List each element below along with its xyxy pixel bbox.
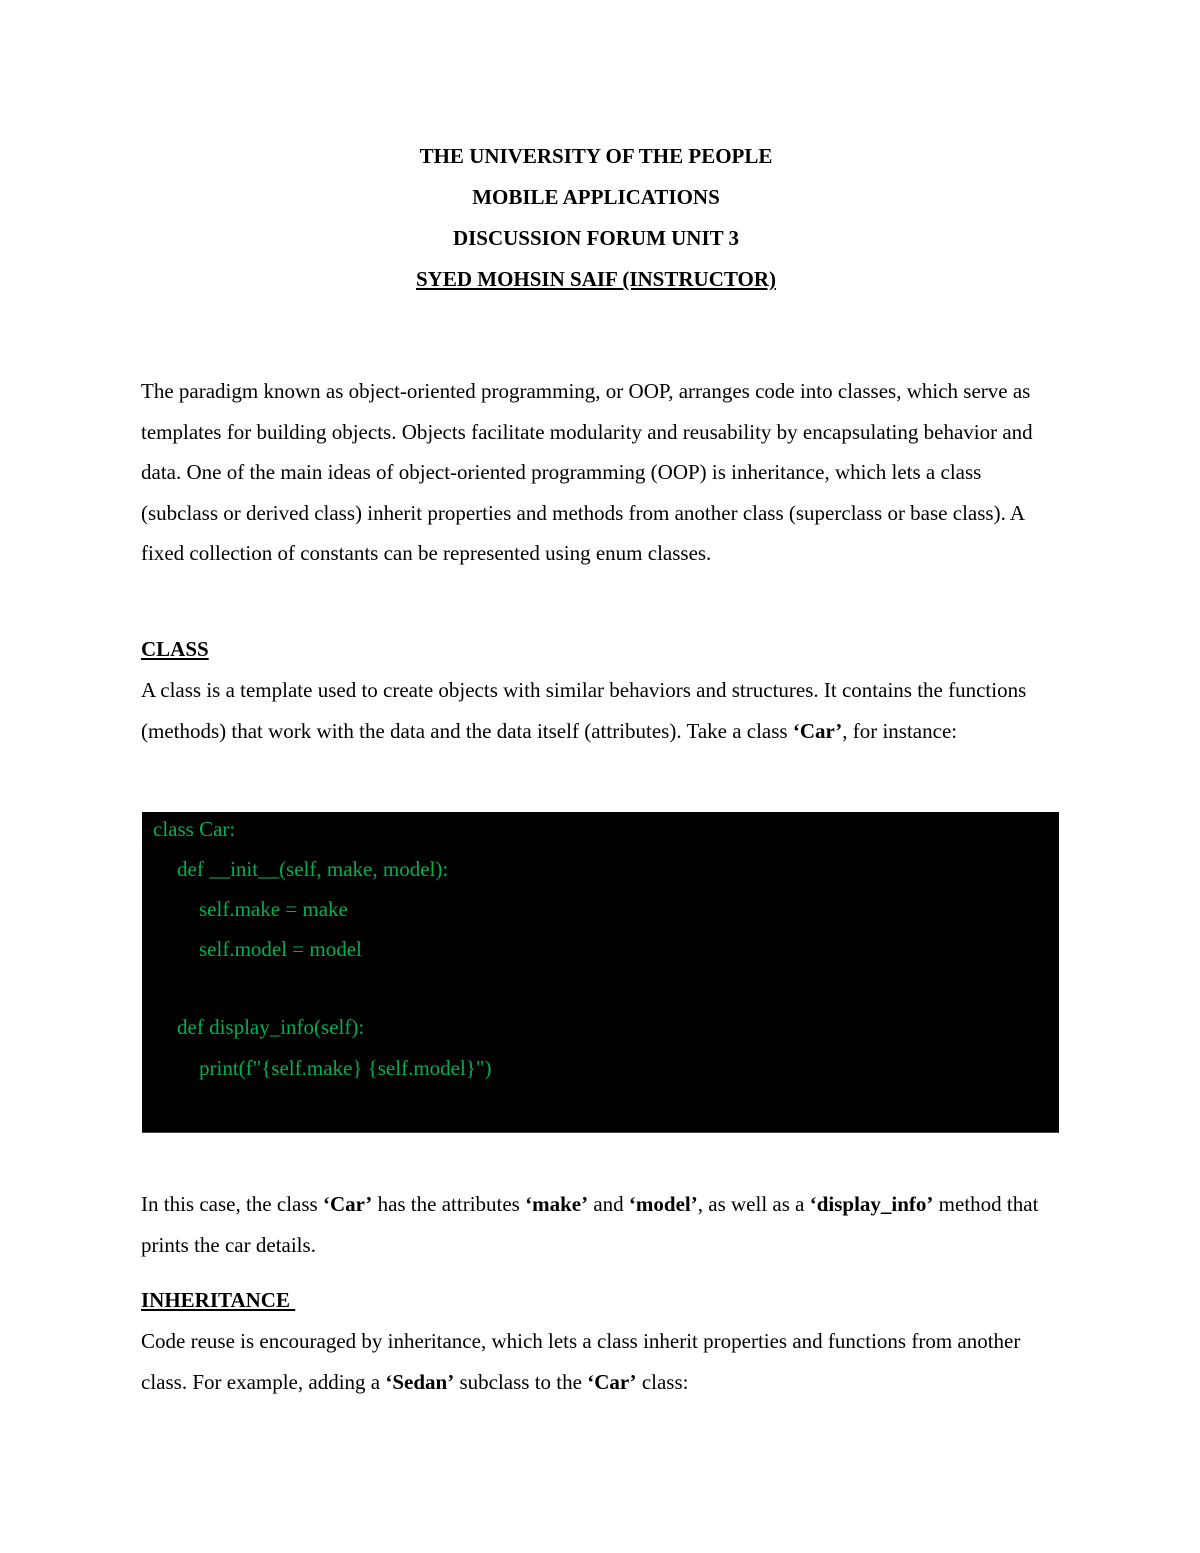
code-line-5: def display_info(self): — [177, 1015, 365, 1039]
header-university: THE UNIVERSITY OF THE PEOPLE — [419, 144, 773, 168]
explanation-text-3: and — [588, 1192, 629, 1216]
inheritance-text-1: Code reuse is encouraged by inheritance, which lets a class inherit properties and functions from another class. For example, adding a — [141, 1329, 1021, 1394]
intro-paragraph: The paradigm known as object-oriented programming, or OOP, arranges code into classes, which serve as templates for building objects. Objects facilitate modularity and reusability by encapsulating behavior and data. One of the main ideas of object-oriented programming (OOP) is inheritance, which lets a class (subclass or derived class) inherit properties and methods from another class (superclass or base class). A fixed collection of constants can be represented using enum classes. — [141, 379, 1033, 566]
code-line-1: class Car: — [153, 817, 236, 841]
explanation-text-2: has the attributes — [372, 1192, 526, 1216]
inheritance-term-sedan: ‘Sedan’ — [385, 1369, 455, 1394]
inheritance-heading: INHERITANCE — [141, 1288, 296, 1312]
class-text-a: A class is a template used to create objects with similar behaviors and structures. It contains the functions (methods) that work with the data and the data itself (attributes). Take a class — [141, 678, 1027, 743]
class-text-b: , for instance: — [842, 718, 958, 743]
code-line-3: self.make = make — [199, 897, 348, 921]
inheritance-text-2: subclass to the — [454, 1369, 588, 1394]
explanation-text-1: In this case, the class — [141, 1192, 323, 1216]
class-term-car: ‘Car’ — [792, 718, 843, 743]
explanation-term-model: ‘model’ — [628, 1192, 698, 1216]
explanation-paragraph — [141, 1184, 1061, 1265]
code-line-6: print(f"{self.make} {self.model}") — [199, 1056, 492, 1080]
class-paragraph — [141, 670, 1061, 751]
inheritance-text-3: class: — [636, 1369, 689, 1394]
explanation-term-car: ‘Car’ — [322, 1192, 373, 1216]
class-heading: CLASS — [141, 637, 209, 661]
header-instructor: SYED MOHSIN SAIF (INSTRUCTOR) — [416, 267, 776, 291]
code-block — [142, 812, 1059, 1133]
code-line-4: self.model = model — [199, 937, 362, 961]
inheritance-term-car: ‘Car’ — [587, 1369, 637, 1394]
explanation-term-display-info: ‘display_info’ — [809, 1192, 934, 1216]
inheritance-paragraph — [141, 1321, 1061, 1402]
code-line-2: def __init__(self, make, model): — [177, 857, 449, 881]
explanation-term-make: ‘make’ — [525, 1192, 589, 1216]
explanation-text-4: , as well as a — [697, 1192, 810, 1216]
header-course: MOBILE APPLICATIONS — [472, 185, 720, 209]
document-header — [0, 140, 1192, 304]
header-forum-unit: DISCUSSION FORUM UNIT 3 — [452, 226, 740, 250]
explanation-text-5: method that prints the car details. — [141, 1192, 1039, 1257]
